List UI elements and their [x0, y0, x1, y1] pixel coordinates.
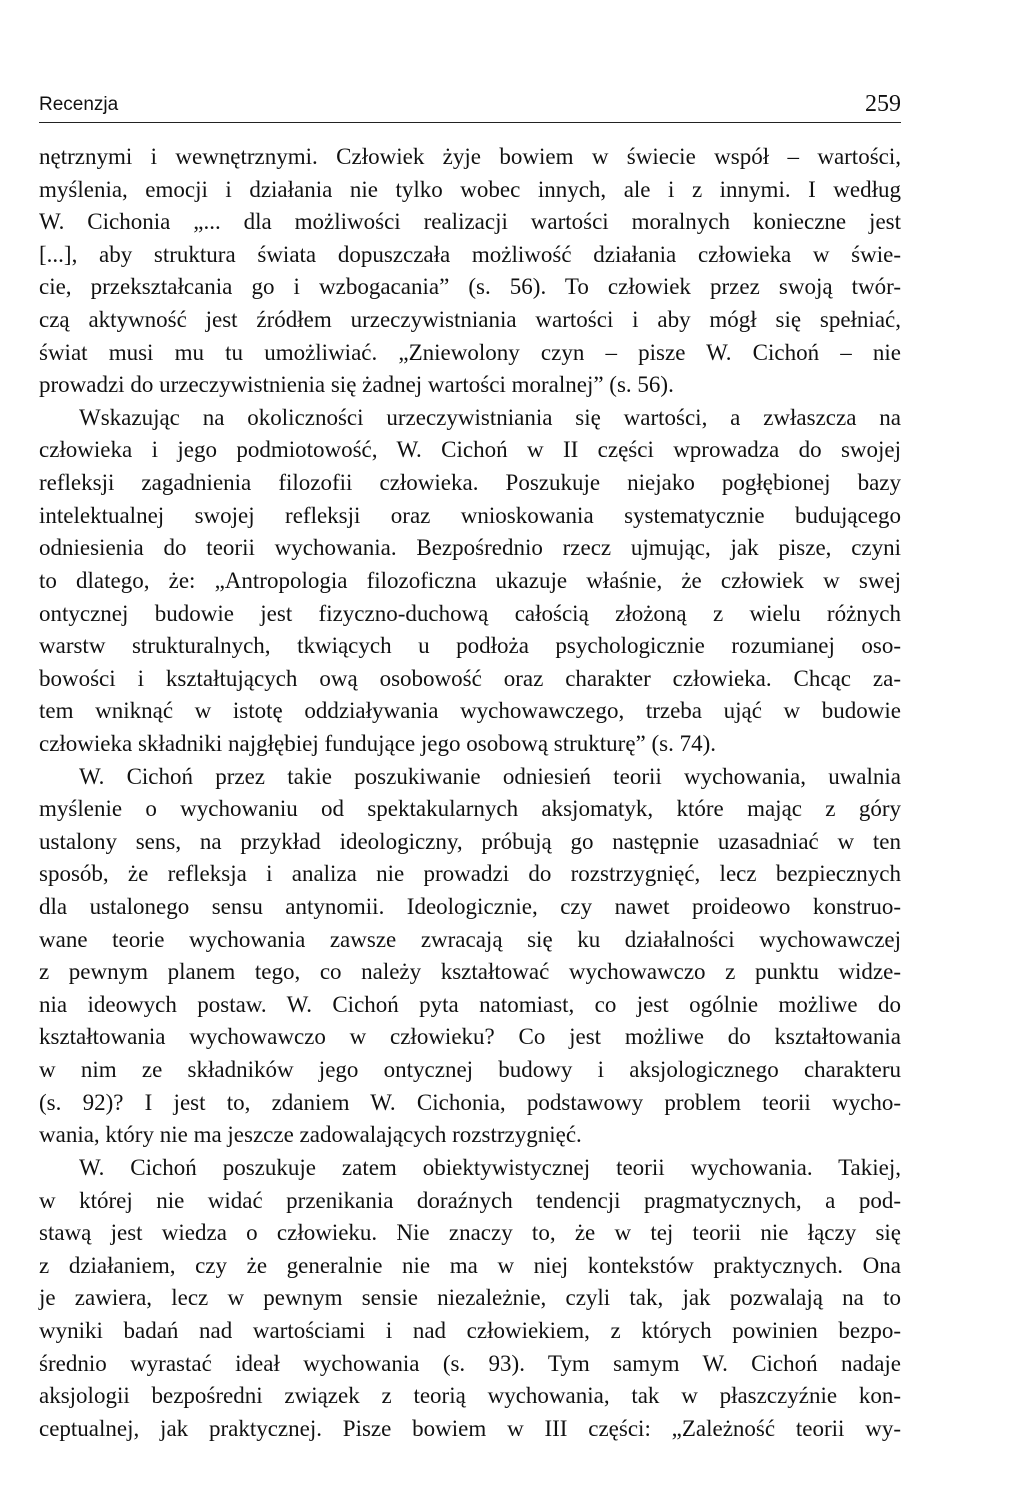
text-line: wyniki badań nad wartościami i nad człowiekiem, z których powinien bezpo-: [39, 1317, 901, 1343]
text-line: ceptualnej, jak praktycznej. Pisze bowiem w III części: „Zależność teorii wy-: [39, 1415, 901, 1441]
text-line: stawą jest wiedza o człowieku. Nie znaczy to, że w tej teorii nie łączy się: [39, 1220, 901, 1246]
text-line: w nim ze składników jego ontycznej budowy i aksjologicznego charakteru: [39, 1057, 901, 1083]
text-line: nia ideowych postaw. W. Cichoń pyta natomiast, co jest ogólnie możliwe do: [39, 991, 901, 1017]
text-line: bowości i kształtujących ową osobowość oraz charakter człowieka. Chcąc za-: [39, 665, 901, 691]
text-line: tem wniknąć w istotę oddziaływania wychowawczego, trzeba ująć w budowie: [39, 698, 901, 724]
text-line: intelektualnej swojej refleksji oraz wnioskowania systematycznie budującego: [39, 502, 901, 528]
text-line: W. Cichonia „... dla możliwości realizacji wartości moralnych konieczne jest: [39, 209, 901, 235]
text-line: ustalony sens, na przykład ideologiczny, próbują go następnie uzasadniać w ten: [39, 828, 901, 854]
text-line: w której nie widać przenikania doraźnych tendencji pragmatycznych, a pod-: [39, 1187, 901, 1213]
body-text: [39, 141, 901, 1445]
text-line: dla ustalonego sensu antynomii. Ideologicznie, czy nawet proideowo konstruo-: [39, 894, 901, 920]
text-line: człowieka składniki najgłębiej fundujące jego osobową strukturę” (s. 74).: [39, 730, 717, 756]
text-line: myślenia, emocji i działania nie tylko wobec innych, ale i z innymi. I według: [39, 176, 901, 202]
text-line: cie, przekształcania go i wzbogacania” (s. 56). To człowiek przez swoją twór-: [39, 274, 901, 300]
text-line: prowadzi do urzeczywistnienia się żadnej wartości moralnej” (s. 56).: [39, 372, 674, 398]
text-line: refleksji zagadnienia filozofii człowieka. Poszukuje niejako pogłębionej bazy: [39, 470, 901, 496]
page-number: 259: [865, 91, 901, 117]
text-line: nętrznymi i wewnętrznymi. Człowiek żyje bowiem w świecie współ – wartości,: [39, 144, 901, 169]
text-line: kształtowania wychowawczo w człowieku? Co jest możliwe do kształtowania: [39, 1024, 901, 1050]
text-line: średnio wyrastać ideał wychowania (s. 93). Tym samym W. Cichoń nadaje: [39, 1350, 901, 1376]
text-line: aksjologii bezpośredni związek z teorią wychowania, tak w płaszczyźnie kon-: [39, 1383, 901, 1409]
text-line: odniesienia do teorii wychowania. Bezpośrednio rzecz ujmując, jak pisze, czyni: [39, 535, 901, 561]
text-line: wane teorie wychowania zawsze zwracają się ku działalności wychowawczej: [39, 926, 901, 952]
text-line: (s. 92)? I jest to, zdaniem W. Cichonia, podstawowy problem teorii wycho-: [39, 1089, 901, 1115]
text-line: z działaniem, czy że generalnie nie ma w niej kontekstów praktycznych. Ona: [39, 1252, 901, 1278]
text-line: [...], aby struktura świata dopuszczała możliwość działania człowieka w świe-: [39, 241, 901, 267]
running-title: Recenzja: [39, 94, 119, 115]
text-line: z pewnym planem tego, co należy kształtować wychowawczo z punktu widze-: [39, 959, 901, 985]
text-line: W. Cichoń poszukuje zatem obiektywistycznej teorii wychowania. Takiej,: [79, 1154, 901, 1180]
text-line: ontycznej budowie jest fizyczno-duchową całością złożoną z wielu różnych: [39, 600, 901, 626]
text-line: warstw strukturalnych, tkwiących u podłoża psychologicznie rozumianej oso-: [39, 633, 901, 659]
text-line: W. Cichoń przez takie poszukiwanie odniesień teorii wychowania, uwalnia: [79, 763, 901, 789]
text-line: je zawiera, lecz w pewnym sensie niezależnie, czyli tak, jak pozwalają na to: [39, 1285, 901, 1311]
text-line: to dlatego, że: „Antropologia filozoficzna ukazuje właśnie, że człowiek w swej: [39, 567, 901, 593]
text-line: Wskazując na okoliczności urzeczywistniania się wartości, a zwłaszcza na: [79, 404, 901, 430]
text-line: sposób, że refleksja i analiza nie prowadzi do rozstrzygnięć, lecz bezpiecznych: [39, 861, 901, 887]
text-line: myślenie o wychowaniu od spektakularnych aksjomatyk, które mając z góry: [39, 796, 901, 822]
text-line: świat musi mu tu umożliwiać. „Zniewolony czyn – pisze W. Cichoń – nie: [39, 339, 901, 365]
running-header: [39, 92, 901, 123]
text-line: wania, który nie ma jeszcze zadowalających rozstrzygnięć.: [39, 1122, 582, 1148]
text-line: czą aktywność jest źródłem urzeczywistniania wartości i aby mógł się spełniać,: [39, 307, 901, 333]
text-line: człowieka i jego podmiotowość, W. Cichoń w II części wprowadza do swojej: [39, 437, 901, 463]
